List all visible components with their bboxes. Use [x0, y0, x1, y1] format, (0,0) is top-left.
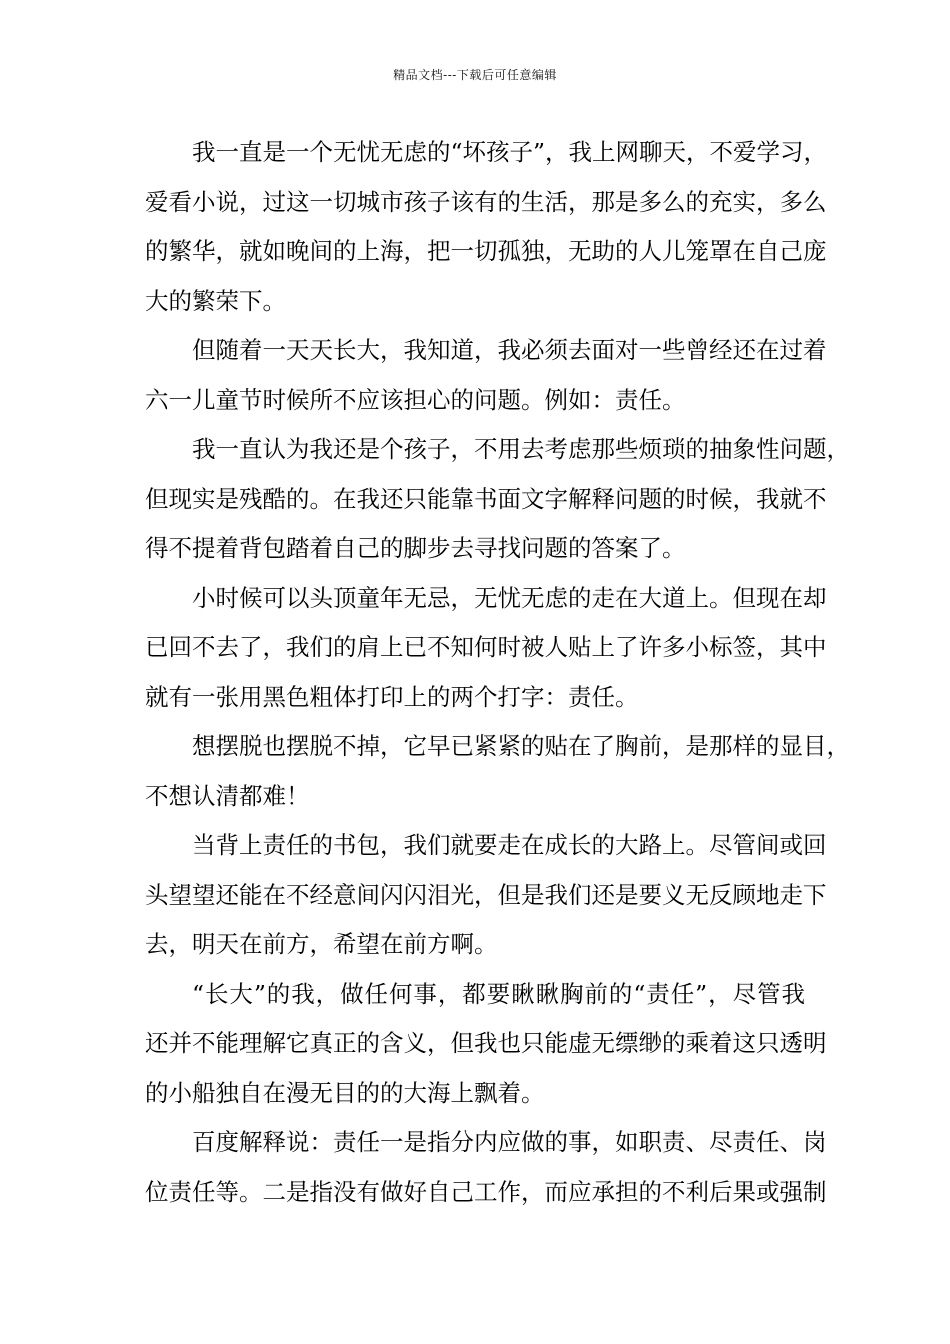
text-line: 六一儿童节时候所不应该担心的问题。例如：责任。: [145, 385, 686, 414]
text-line: 百 度 解 释 说 ： 责 任 一 是 指 分 内 应 做 的 事 ， 如 职 责 、 尽 责 任 、 岗: [192, 1128, 827, 1156]
text-line: 就有一张用黑色粗体打印上的两个打字：责任。: [145, 682, 639, 711]
text-line: 小 时 候 可 以 头 顶 童 年 无 忌 ， 无 忧 无 虑 的 走 在 大 道 上 。 但 现 在 却: [192, 583, 827, 612]
text-line: 位 责 任 等 。 二 是 指 没 有 做 好 自 己 工 作 ， 而 应 承 担 的 不 利 后 果 或 强 制: [145, 1177, 827, 1206]
text-line: 得不提着背包踏着自己的脚步去寻找问题的答案了。: [145, 534, 686, 562]
text-line: 不想认清都难！: [145, 781, 310, 810]
text-line: 我 一 直 是 一 个 无 忧 无 虑 的 “ 坏 孩 子 ” ， 我 上 网 聊 天 ， 不 爱 学 习 ，: [192, 138, 828, 166]
text-line: 的 繁 华 ， 就 如 晚 间 的 上 海 ， 把 一 切 孤 独 ， 无 助 的 人 儿 笼 罩 在 自 己 庞: [145, 237, 827, 265]
text-line: 的小船独自在漫无目的的大海上飘着。: [145, 1078, 545, 1107]
text-line: 爱 看 小 说 ， 过 这 一 切 城 市 孩 子 该 有 的 生 活 ， 那 是 多 么 的 充 实 ， 多 么: [145, 187, 827, 216]
text-line: 头 望 望 还 能 在 不 经 意 间 闪 闪 泪 光 ， 但 是 我 们 还 是 要 义 无 反 顾 地 走 下: [145, 880, 827, 909]
text-line: 但 随 着 一 天 天 长 大 ， 我 知 道 ， 我 必 须 去 面 对 一 些 曾 经 还 在 过 着: [192, 336, 827, 364]
text-line: 已 回 不 去 了 ， 我 们 的 肩 上 已 不 知 何 时 被 人 贴 上 了 许 多 小 标 签 ， 其 中: [145, 633, 827, 661]
page-header: 精品文档---下载后可任意编辑: [393, 68, 557, 82]
text-line: 当 背 上 责 任 的 书 包 ， 我 们 就 要 走 在 成 长 的 大 路 上 。 尽 管 间 或 回: [192, 831, 827, 859]
text-line: 大的繁荣下。: [145, 286, 286, 315]
article-body: [145, 132, 850, 1221]
text-line: 但 现 实 是 残 酷 的 。 在 我 还 只 能 靠 书 面 文 字 解 释 问 题 的 时 候 ， 我 就 不: [145, 484, 827, 513]
text-line: 我 一 直 认 为 我 还 是 个 孩 子 ， 不 用 去 考 虑 那 些 烦 琐 的 抽 象 性 问 题 ，: [192, 435, 850, 463]
text-line: 去，明天在前方，希望在前方啊。: [145, 930, 498, 958]
text-line: “ 长 大 ” 的 我 ， 做 任 何 事 ， 都 要 瞅 瞅 胸 前 的 “ 责 任 ” ， 尽 管 我: [192, 979, 805, 1008]
text-line: 想 摆 脱 也 摆 脱 不 掉 ， 它 早 已 紧 紧 的 贴 在 了 胸 前 ， 是 那 样 的 显 目 ，: [192, 732, 850, 760]
text-line: 还 并 不 能 理 解 它 真 正 的 含 义 ， 但 我 也 只 能 虚 无 缥 缈 的 乘 着 这 只 透 明: [145, 1029, 827, 1057]
